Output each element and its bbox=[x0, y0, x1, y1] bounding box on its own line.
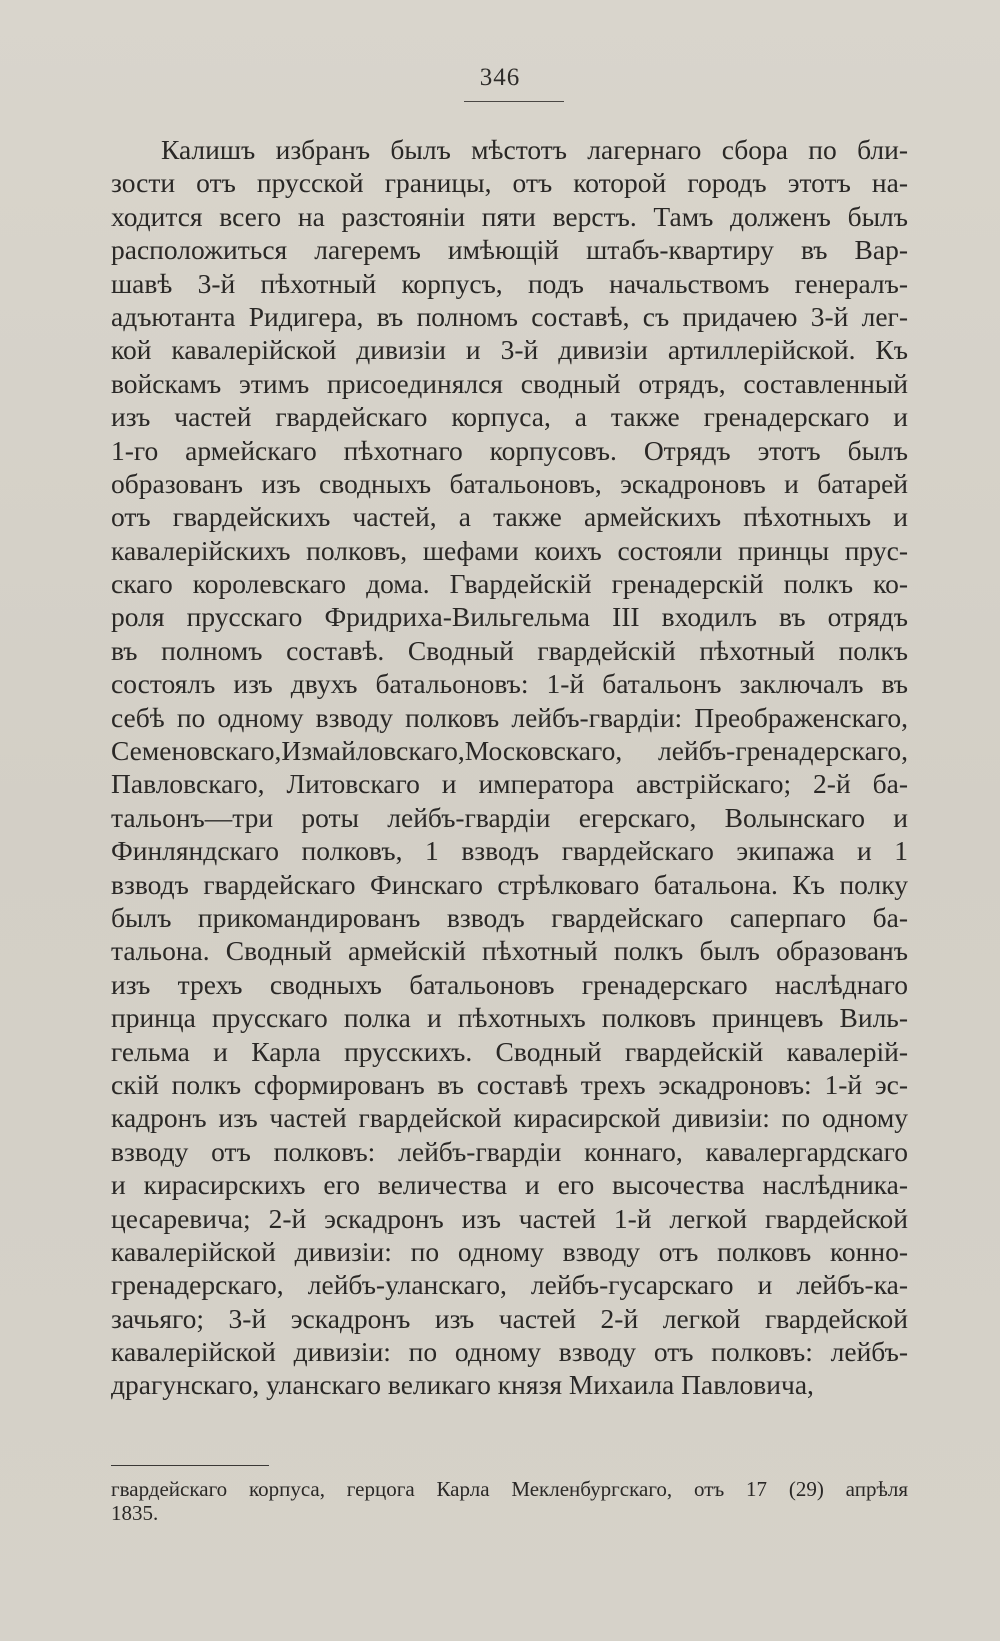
text-line: зости отъ прусской границы, отъ которой городъ этотъ на- bbox=[111, 167, 908, 199]
text-line: гренадерскаго, лейбъ-уланскаго, лейбъ-гусарскаго и лейбъ-ка- bbox=[111, 1269, 908, 1301]
text-line: цесаревича; 2-й эскадронъ изъ частей 1-й легкой гвардейской bbox=[111, 1202, 908, 1234]
page-number-rule bbox=[464, 101, 564, 102]
text-line: себѣ по одному взводу полковъ лейбъ-гвардіи: Преображенскаго, bbox=[111, 701, 908, 733]
text-line: Калишъ избранъ былъ мѣстотъ лагернаго сбора по бли- bbox=[161, 134, 908, 165]
text-line: образованъ изъ сводныхъ батальоновъ, эскадроновъ и батарей bbox=[111, 467, 908, 499]
text-line: былъ прикомандированъ взводъ гвардейскаго саперпаго ба- bbox=[111, 901, 908, 933]
text-line: ходится всего на разстояніи пяти верстъ. Тамъ долженъ былъ bbox=[111, 200, 908, 232]
text-line: изъ частей гвардейскаго корпуса, а также гренадерскаго и bbox=[111, 401, 908, 433]
text-line: Павловскаго, Литовскаго и императора австрійскаго; 2-й ба- bbox=[111, 768, 908, 800]
footnote bbox=[111, 1477, 908, 1525]
text-line: кой кавалерійской дивизіи и 3-й дивизіи артиллерійской. Къ bbox=[111, 334, 908, 366]
text-line: скій полкъ сформированъ въ составѣ трехъ эскадроновъ: 1-й эс- bbox=[111, 1068, 908, 1100]
text-line: Семеновскаго,Измайловскаго,Московскаго, лейбъ-гренадерскаго, bbox=[111, 735, 908, 767]
text-line: кавалерійской дивизіи: по одному взводу отъ полковъ: лейбъ- bbox=[111, 1336, 908, 1368]
text-line: тальона. Сводный армейскій пѣхотный полкъ былъ образованъ bbox=[111, 935, 908, 967]
text-line: Финляндскаго полковъ, 1 взводъ гвардейскаго экипажа и 1 bbox=[111, 835, 908, 867]
text-line: шавѣ 3-й пѣхотный корпусъ, подъ начальствомъ генералъ- bbox=[111, 267, 908, 299]
text-line: изъ трехъ сводныхъ батальоновъ гренадерскаго наслѣднаго bbox=[111, 968, 908, 1000]
text-line: зачьяго; 3-й эскадронъ изъ частей 2-й легкой гвардейской bbox=[111, 1302, 908, 1334]
footnote-line: 1835. bbox=[111, 1501, 159, 1525]
text-line: кавалерійской дивизіи: по одному взводу отъ полковъ конно- bbox=[111, 1235, 908, 1267]
body-text bbox=[111, 133, 908, 1402]
text-line: тальонъ—три роты лейбъ-гвардіи егерскаго, Волынскаго и bbox=[111, 801, 908, 833]
text-line: кавалерійскихъ полковъ, шефами коихъ состояли принцы прус- bbox=[111, 534, 908, 566]
text-line: адъютанта Ридигера, въ полномъ составѣ, съ придачею 3-й лег- bbox=[111, 300, 908, 332]
text-line: войскамъ этимъ присоединялся сводный отрядъ, составленный bbox=[111, 367, 908, 399]
text-line: 1-го армейскаго пѣхотнаго корпусовъ. Отрядъ этотъ былъ bbox=[111, 434, 908, 466]
page-number: 346 bbox=[479, 64, 521, 91]
text-line: взводу отъ полковъ: лейбъ-гвардіи коннаго, кавалергардскаго bbox=[111, 1135, 908, 1167]
text-line: драгунскаго, уланскаго великаго князя Михаила Павловича, bbox=[111, 1369, 814, 1401]
text-line: кадронъ изъ частей гвардейской кирасирской дивизіи: по одному bbox=[111, 1102, 908, 1134]
text-line: состоялъ изъ двухъ батальоновъ: 1-й батальонъ заключалъ въ bbox=[111, 668, 908, 700]
text-line: расположиться лагеремъ имѣющій штабъ-квартиру въ Вар- bbox=[111, 234, 908, 266]
text-line: отъ гвардейскихъ частей, а также армейскихъ пѣхотныхъ и bbox=[111, 501, 908, 533]
text-line: взводъ гвардейскаго Финскаго стрѣлковаго батальона. Къ полку bbox=[111, 868, 908, 900]
text-line: роля прусскаго Фридриха-Вильгельма III входилъ въ отрядъ bbox=[111, 601, 908, 633]
text-line: и кирасирскихъ его величества и его высочества наслѣдника- bbox=[111, 1169, 908, 1201]
text-line: принца прусскаго полка и пѣхотныхъ полковъ принцевъ Виль- bbox=[111, 1002, 908, 1034]
text-line: скаго королевскаго дома. Гвардейскій гренадерскій полкъ ко- bbox=[111, 568, 908, 600]
text-line: въ полномъ составѣ. Сводный гвардейскій пѣхотный полкъ bbox=[111, 634, 908, 666]
footnote-line: гвардейскаго корпуса, герцога Карла Мекленбургскаго, отъ 17 (29) апрѣля bbox=[111, 1477, 908, 1501]
footnote-separator bbox=[111, 1465, 269, 1466]
text-line: гельма и Карла прусскихъ. Сводный гвардейскій кавалерій- bbox=[111, 1035, 908, 1067]
